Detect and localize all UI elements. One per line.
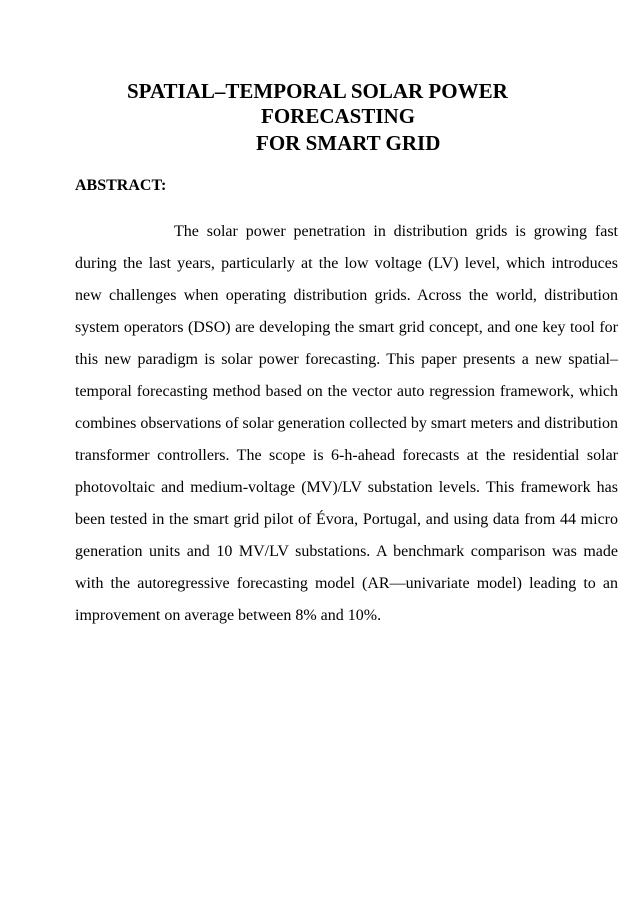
title-line-1: SPATIAL–TEMPORAL SOLAR POWER: [127, 79, 508, 103]
abstract-body: The solar power penetration in distribution grids is growing fast during the last years, particularly at the low voltage (LV) level, which introduces new challenges when operating distribution grids. Across the world, distribution system operators (DSO) are developing the smart grid concept, and one key tool for this new paradigm is solar power forecasting. This paper presents a new spatial–temporal forecasting method based on the vector auto regression framework, which combines observations of solar generation collected by smart meters and distribution transformer controllers. The scope is 6-h-ahead forecasts at the residential solar photovoltaic and medium-voltage (MV)/LV substation levels. This framework has been tested in the smart grid pilot of Évora, Portugal, and using data from 44 micro generation units and 10 MV/LV substations. A benchmark comparison was made with the autoregressive forecasting model (AR—univariate model) leading to an improvement on average between 8% and 10%.: [75, 223, 618, 624]
title-line-3: FOR SMART GRID: [256, 131, 441, 155]
title-line-2: FORECASTING: [261, 104, 416, 128]
abstract-heading: ABSTRACT:: [75, 177, 167, 194]
